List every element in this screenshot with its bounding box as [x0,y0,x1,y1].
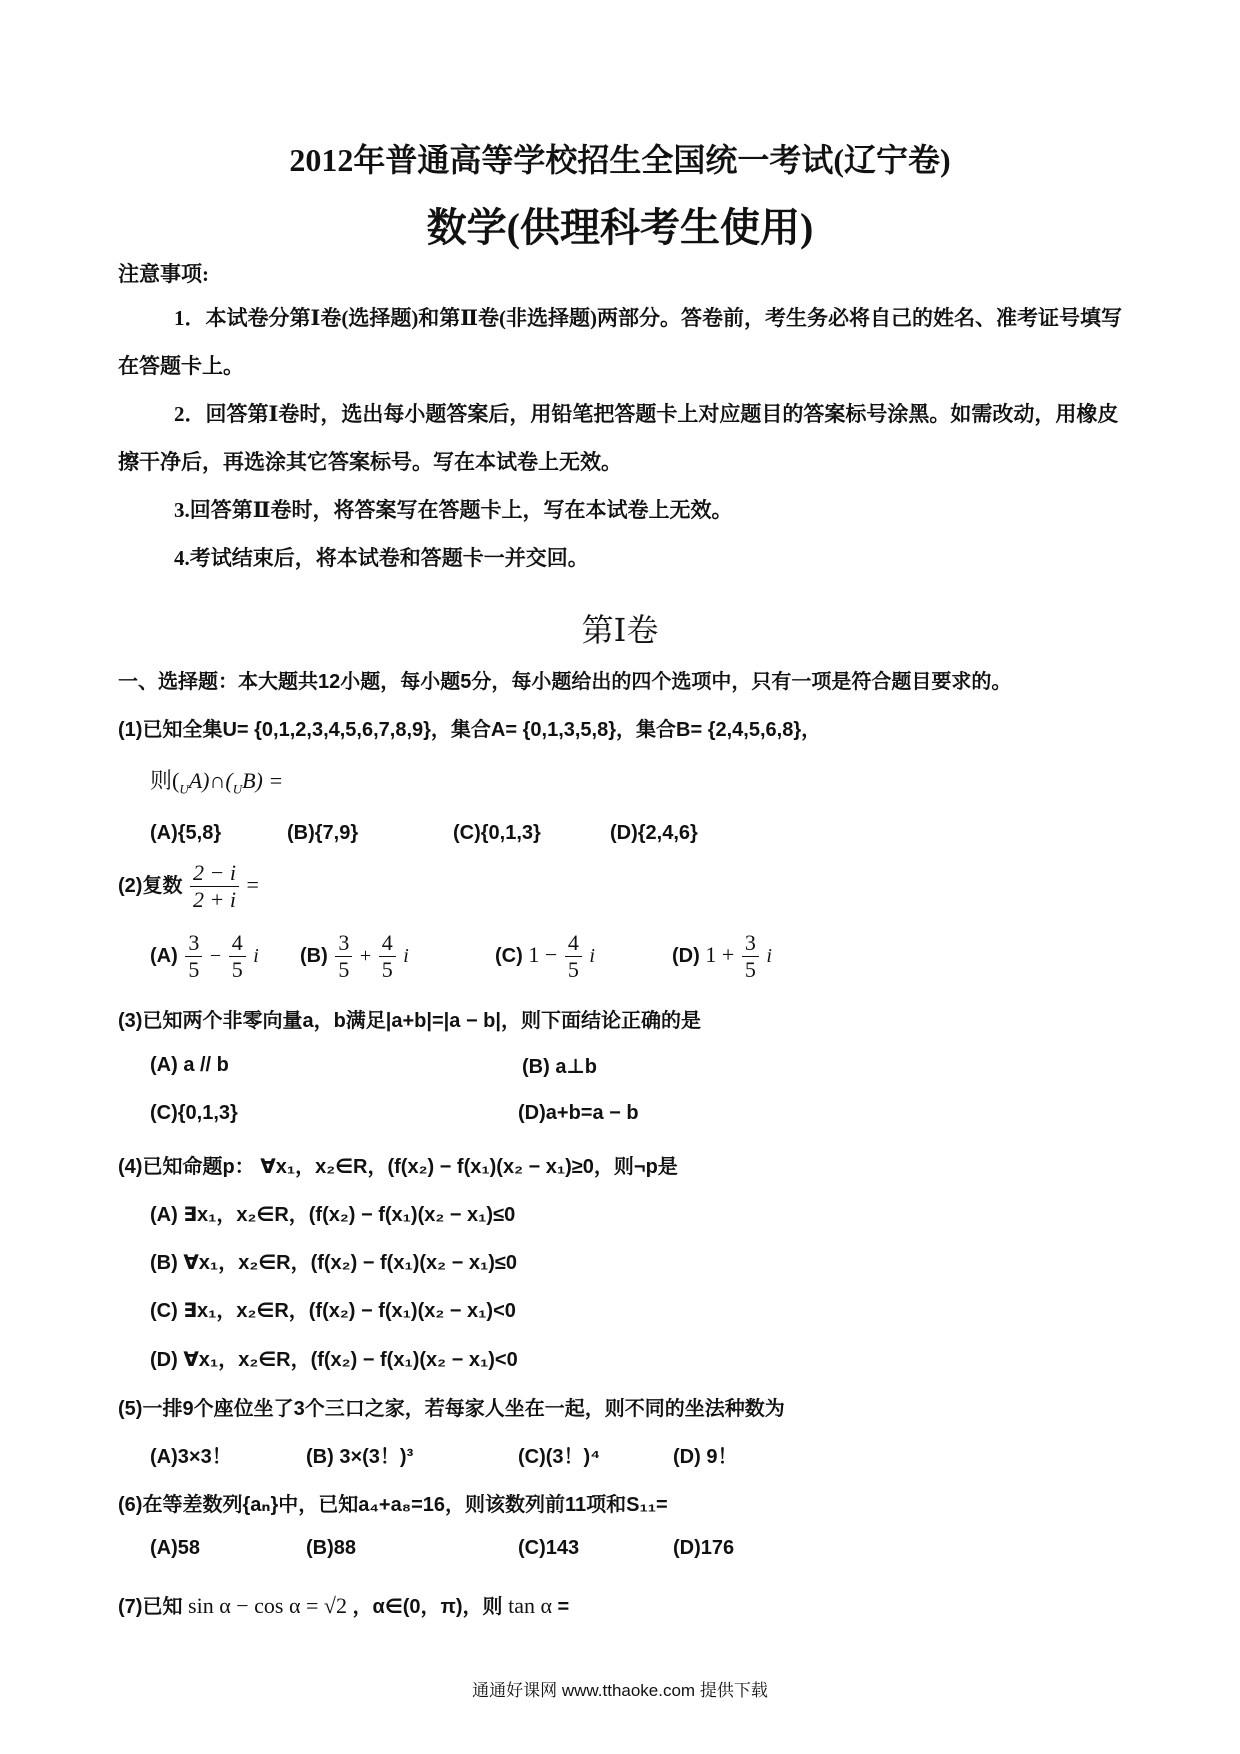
q2-frac-num: 2 − i [190,860,239,887]
question-7-stem [118,1590,569,1619]
q2-a-frac2 [229,930,246,983]
notice-item-3 [118,486,1128,534]
notice-item-4-text: 4.考试结束后，将本试卷和答题卡一并交回。 [174,546,589,570]
question-6-stem: (6)在等差数列{aₙ}中，已知a₄+a₈=16，则该数列前11项和S₁₁= [118,1494,668,1516]
q1-option-b: (B){7,9} [287,822,359,844]
notice-item-2-text: 2．回答第Ⅰ卷时，选出每小题答案后，用铅笔把答题卡上对应题目的答案标号涂黑。如需改动，用橡皮擦干净后，再选涂其它答案标号。写在本试卷上无效。 [118,402,1119,474]
q2-b-frac2 [379,930,396,983]
q4-option-a: (A) ∃x₁，x₂∈R，(f(x₂) − f(x₁)(x₂ − x₁)≤0 [150,1204,516,1226]
q2-a-frac2-num: 4 [229,930,246,957]
q1-sub-u2: U [232,781,243,797]
notice-item-2 [118,390,1128,486]
q2-d-frac [742,930,759,983]
q2-b-frac2-num: 4 [379,930,396,957]
q7-expression-2: tan α [508,1593,552,1618]
q2-a-label: (A) [150,944,178,967]
q2-c-label: (C) [495,944,523,967]
q3-option-c: (C){0,1,3} [150,1102,238,1124]
q2-b-op: + [359,944,372,967]
q7-stem-b: ，α∈(0，π)，则 [352,1596,503,1618]
q2-c-unit: i [589,944,595,967]
question-4-stem: (4)已知命题p： ∀x₁，x₂∈R，(f(x₂) − f(x₁)(x₂ − x₁)≥0，则¬p是 [118,1156,678,1178]
notice-item-3-text: 3.回答第Ⅱ卷时，将答案写在答题卡上，写在本试卷上无效。 [174,498,733,522]
question-5-stem: (5)一排9个座位坐了3个三口之家，若每家人坐在一起，则不同的坐法种数为 [118,1398,785,1420]
q2-b-frac1-num: 3 [335,930,352,957]
q2-b-frac2-den: 5 [381,957,393,982]
page-title: 2012年普通高等学校招生全国统一考试(辽宁卷) [289,142,951,178]
q5-option-a: (A)3×3！ [150,1446,232,1468]
q2-d-label: (D) [672,944,700,967]
q2-stem-text: (2)复数 [118,874,183,897]
q2-a-frac1-num: 3 [185,930,202,957]
q2-a-frac1-den: 5 [188,957,200,982]
q5-option-b: (B) 3×(3！)³ [306,1446,414,1468]
q3-option-b: (B) a⊥b [522,1056,597,1078]
q2-b-unit: i [403,944,409,967]
q2-frac-den: 2 + i [193,887,236,912]
q2-c-frac [565,930,582,983]
q1-sub-u1: U [179,781,189,797]
q6-option-a: (A)58 [150,1537,201,1559]
q2-d-frac-num: 3 [742,930,759,957]
q7-expression: sin α − cos α = √2 [188,1593,347,1618]
q2-equals: = [246,871,259,897]
q1-option-a: (A){5,8} [150,822,222,844]
q6-option-d: (D)176 [673,1537,735,1559]
q3-option-d: (D)a+b=a − b [518,1102,639,1124]
notice-label: 注意事项: [118,262,209,286]
notice-item-1-text: 1．本试卷分第Ⅰ卷(选择题)和第Ⅱ卷(非选择题)两部分。答卷前，考生务必将自己的姓名、准考证号填写在答题卡上。 [118,306,1122,378]
q2-b-label: (B) [300,944,328,967]
question-1-expression [150,764,283,797]
question-2-stem [118,860,259,913]
notice-item-4 [118,534,1128,582]
q1-option-c: (C){0,1,3} [453,822,541,844]
page-subtitle: 数学(供理科考生使用) [426,205,814,250]
q2-d-lead: 1 + [705,941,735,967]
q2-d-frac-den: 5 [744,957,756,982]
q1-option-d: (D){2,4,6} [610,822,698,844]
q4-option-b: (B) ∀x₁，x₂∈R，(f(x₂) − f(x₁)(x₂ − x₁)≤0 [150,1252,518,1274]
q1-expr-part3: B) = [242,768,284,793]
q7-stem-a: (7)已知 [118,1596,183,1618]
q2-b-frac1-den: 5 [338,957,350,982]
q2-option-b [300,930,409,983]
question-3-stem: (3)已知两个非零向量a，b满足|a+b|=|a − b|，则下面结论正确的是 [118,1010,701,1032]
q4-option-c: (C) ∃x₁，x₂∈R，(f(x₂) − f(x₁)(x₂ − x₁)<0 [150,1300,516,1322]
q1-expr-part1: 则( [150,768,180,793]
q2-b-frac1 [335,930,352,983]
q2-c-frac-den: 5 [567,957,579,982]
q2-a-frac2-den: 5 [231,957,243,982]
q2-option-a [150,930,259,983]
q6-option-b: (B)88 [306,1537,357,1559]
q1-expr-part2: A)∩( [188,768,233,793]
q2-fraction [190,860,239,913]
q5-option-d: (D) 9！ [673,1446,738,1468]
q7-stem-c: = [557,1596,570,1618]
q2-a-unit: i [253,944,259,967]
notice-item-1 [118,294,1128,390]
q2-a-frac1 [185,930,202,983]
q4-option-d: (D) ∀x₁，x₂∈R，(f(x₂) − f(x₁)(x₂ − x₁)<0 [150,1349,518,1371]
q5-option-c: (C)(3！)⁴ [518,1446,601,1468]
q2-c-frac-num: 4 [565,930,582,957]
page-footer: 通通好课网 www.tthaoke.com 提供下载 [472,1681,768,1700]
q2-a-op: − [209,944,222,967]
q2-option-d [672,930,772,983]
q6-option-c: (C)143 [518,1537,580,1559]
section-title: 第Ⅰ卷 [581,612,659,648]
q2-c-lead: 1 − [528,941,558,967]
q3-option-a: (A) a // b [150,1054,229,1076]
section-heading: 一、选择题：本大题共12小题，每小题5分，每小题给出的四个选项中，只有一项是符合题目要求的。 [118,671,1012,693]
question-1-stem: (1)已知全集U= {0,1,2,3,4,5,6,7,8,9}，集合A= {0,1,3,5,8}，集合B= {2,4,5,6,8}， [118,719,822,741]
q2-option-c [495,930,595,983]
q2-d-unit: i [766,944,772,967]
